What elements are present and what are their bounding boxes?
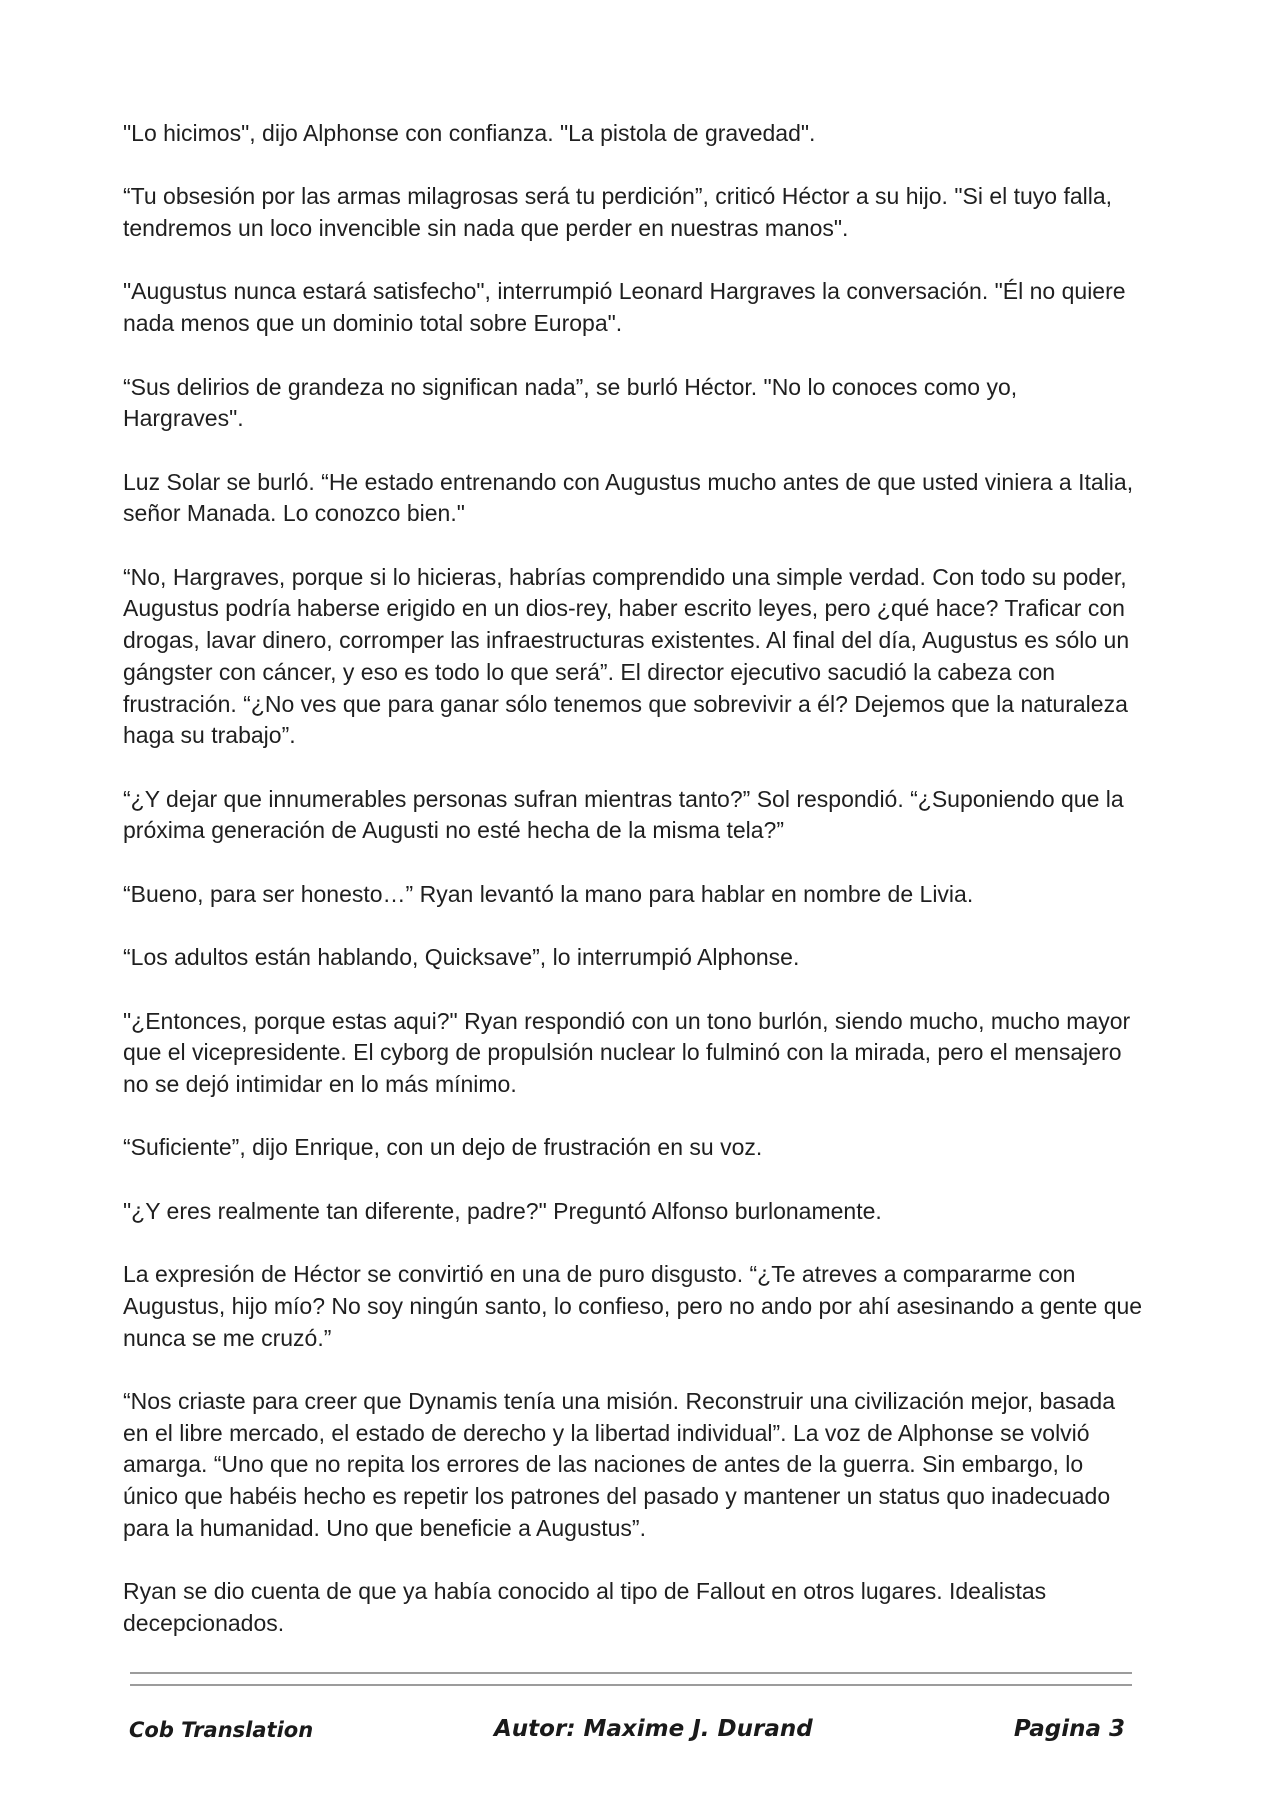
footer-translator: Cob Translation [129, 1718, 314, 1742]
paragraph: "Lo hicimos", dijo Alphonse con confianza. "La pistola de gravedad". [123, 120, 816, 146]
paragraph: Ryan se dio cuenta de que ya había conocido al tipo de Fallout en otros lugares. Idealistas decepcionados. [123, 1578, 1047, 1636]
paragraph: "¿Y eres realmente tan diferente, padre?" Preguntó Alfonso burlonamente. [123, 1197, 882, 1224]
paragraph: “No, Hargraves, porque si lo hicieras, habrías comprendido una simple verdad. Con todo su poder, Augustus podría haberse erigido en un dios-rey, haber escrito leyes, pero ¿qué hace? Traficar con drogas, lavar dinero, corromper las infraestructuras existentes. Al final del día, Augustus es sólo un gángster con cáncer, y eso es todo lo que será”. El director ejecutivo sacudió la cabeza con frustración. “¿No ves que para ganar sólo tenemos que sobrevivir a él? Dejemos que la naturaleza haga su trabajo”. [123, 563, 1130, 749]
paragraph: “Bueno, para ser honesto…” Ryan levantó la mano para hablar en nombre de Livia. [123, 880, 974, 907]
footer-page-number: Pagina 3 [1013, 1716, 1125, 1742]
document-body [123, 118, 1143, 1671]
paragraph: “Suficiente”, dijo Enrique, con un dejo de frustración en su voz. [123, 1134, 763, 1161]
footer-divider-bottom [130, 1684, 1132, 1686]
paragraph: “¿Y dejar que innumerables personas sufran mientras tanto?” Sol respondió. “¿Suponiendo que la próxima generación de Augusti no esté hecha de la misma tela?” [123, 785, 1124, 844]
paragraph: "¿Entonces, porque estas aqui?" Ryan respondió con un tono burlón, siendo mucho, mucho mayor que el vicepresidente. El cyborg de propulsión nuclear lo fulminó con la mirada, pero el mensajero no se dejó intimidar en lo más mínimo. [123, 1007, 1131, 1097]
footer-divider-top [130, 1672, 1132, 1674]
paragraph: “Tu obsesión por las armas milagrosas será tu perdición”, criticó Héctor a su hijo. "Si el tuyo falla, tendremos un loco invencible sin nada que perder en nuestras manos". [123, 183, 1113, 242]
paragraph: La expresión de Héctor se convirtió en una de puro disgusto. “¿Te atreves a compararme con Augustus, hijo mío? No soy ningún santo, lo confieso, pero no ando por ahí asesinando a gente que nunca se me cruzó.” [123, 1261, 1143, 1351]
footer-author: Autor: Maxime J. Durand [494, 1716, 813, 1742]
paragraph: Luz Solar se burló. “He estado entrenando con Augustus mucho antes de que usted viniera a Italia, señor Manada. Lo conozco bien." [123, 468, 1134, 527]
paragraph: “Los adultos están hablando, Quicksave”, lo interrumpió Alphonse. [123, 944, 800, 971]
paragraph: “Sus delirios de grandeza no significan nada”, se burló Héctor. "No lo conoces como yo, Hargraves". [123, 373, 1018, 432]
paragraph: "Augustus nunca estará satisfecho", interrumpió Leonard Hargraves la conversación. "Él no quiere nada menos que un dominio total sobre Europa". [123, 278, 1126, 337]
paragraph: “Nos criaste para creer que Dynamis tenía una misión. Reconstruir una civilización mejor, basada en el libre mercado, el estado de derecho y la libertad individual”. La voz de Alphonse se volvió amarga. “Uno que no repita los errores de las naciones de antes de la guerra. Sin embargo, lo único que habéis hecho es repetir los patrones del pasado y mantener un status quo inadecuado para la humanidad. Uno que beneficie a Augustus”. [123, 1387, 1116, 1541]
